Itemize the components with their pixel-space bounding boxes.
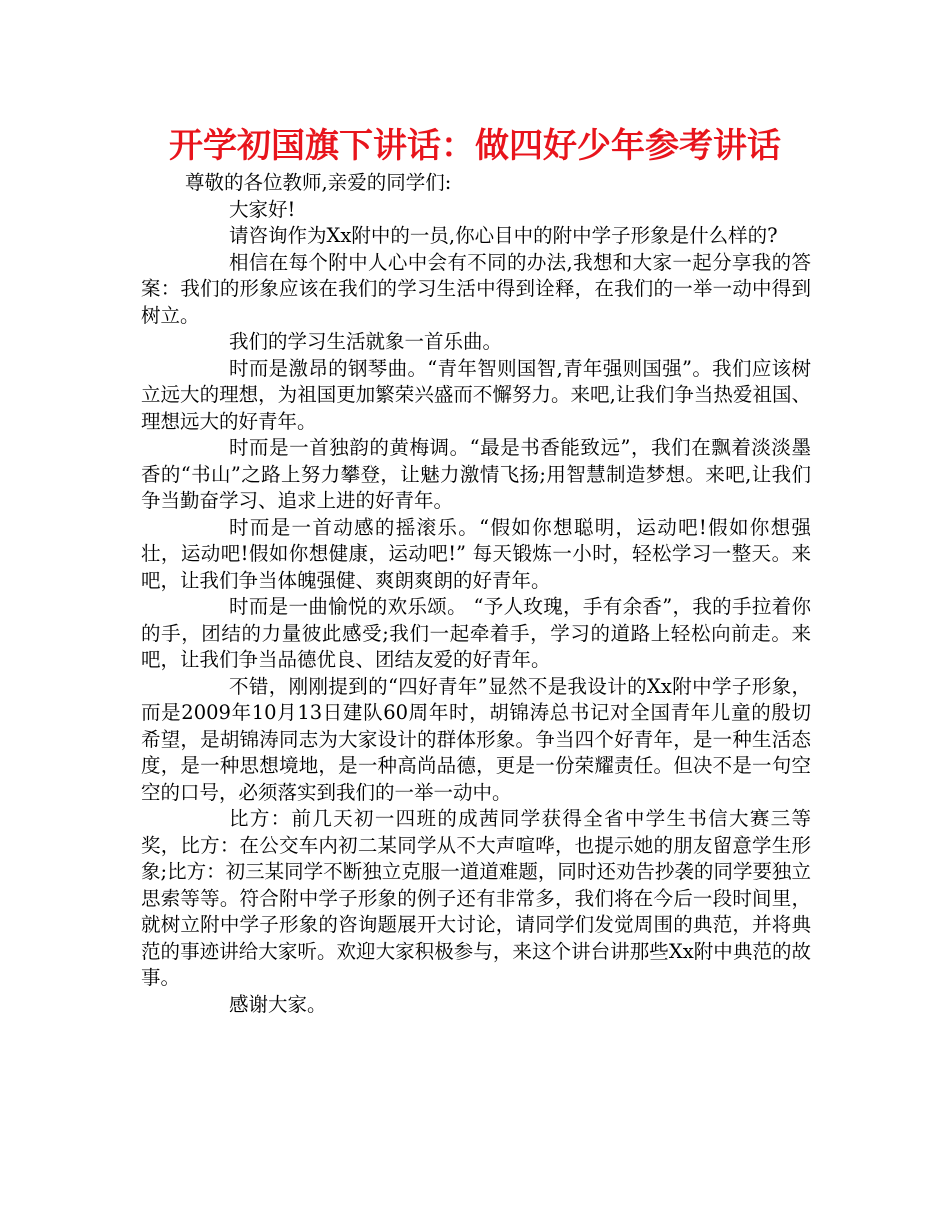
paragraph: 时而是一首独韵的黄梅调。“最是书香能致远”，我们在飘着淡淡墨香的“书山”之路上努力攀登，让魅力激情飞扬;用智慧制造梦想。来吧,让我们争当勤奋学习、追求上进的好青年。 — [141, 436, 811, 512]
salutation: 尊敬的各位教师,亲爱的同学们: — [185, 171, 452, 194]
paragraph: 时而是激昂的钢琴曲。“青年智则国智,青年强则国强”。我们应该树立远大的理想，为祖国更加繁荣兴盛而不懈努力。来吧,让我们争当热爱祖国、理想远大的好青年。 — [141, 356, 811, 433]
paragraph: 请咨询作为Xx附中的一员,你心目中的附中学子形象是什么样的? — [229, 224, 778, 247]
document-body — [141, 170, 811, 1018]
paragraph: 我们的学习生活就象一首乐曲。 — [229, 330, 503, 353]
paragraph: 不错，刚刚提到的“四好青年”显然不是我设计的Xx附中学子形象，而是2009年10月13日建队60周年时，胡锦涛总书记对全国青年儿童的殷切希望，是胡锦涛同志为大家设计的群体形象。争当四个好青年，是一种生活态度，是一种思想境地，是一种高尚品德，更是一份荣耀责任。但决不是一句空空的口号，必须落实到我们的一举一动中。 — [141, 674, 811, 804]
document-title: 开学初国旗下讲话：做四好少年参考讲话 — [169, 126, 781, 166]
paragraph: 相信在每个附中人心中会有不同的办法,我想和大家一起分享我的答案：我们的形象应该在我们的学习生活中得到诠释，在我们的一举一动中得到树立。 — [141, 250, 811, 327]
closing: 感谢大家。 — [229, 992, 327, 1016]
paragraph: 比方：前几天初一四班的成茜同学获得全省中学生书信大赛三等奖，比方：在公交车内初二某同学从不大声喧哗，也提示她的朋友留意学生形象;比方：初三某同学不断独立克服一道道难题，同时还劝告抄袭的同学要独立思索等等。符合附中学子形象的例子还有非常多，我们将在今后一段时间里，就树立附中学子形象的咨询题展开大讨论，请同学们发觉周围的典范，并将典范的事迹讲给大家听。欢迎大家积极参与，来这个讲台讲那些Xx附中典范的故事。 — [141, 807, 811, 989]
paragraph: 时而是一曲愉悦的欢乐颂。 “予人玫瑰，手有余香”，我的手拉着你的手，团结的力量彼此感受;我们一起牵着手，学习的道路上轻松向前走。来吧，让我们争当品德优良、团结友爱的好青年。 — [141, 595, 811, 671]
paragraph: 时而是一首动感的摇滚乐。“假如你想聪明，运动吧!假如你想强壮，运动吧!假如你想健康，运动吧!” 每天锻炼一小时，轻松学习一整天。来吧，让我们争当体魄强健、爽朗爽朗的好青年。 — [141, 515, 811, 592]
paragraph: 大家好! — [229, 197, 296, 221]
